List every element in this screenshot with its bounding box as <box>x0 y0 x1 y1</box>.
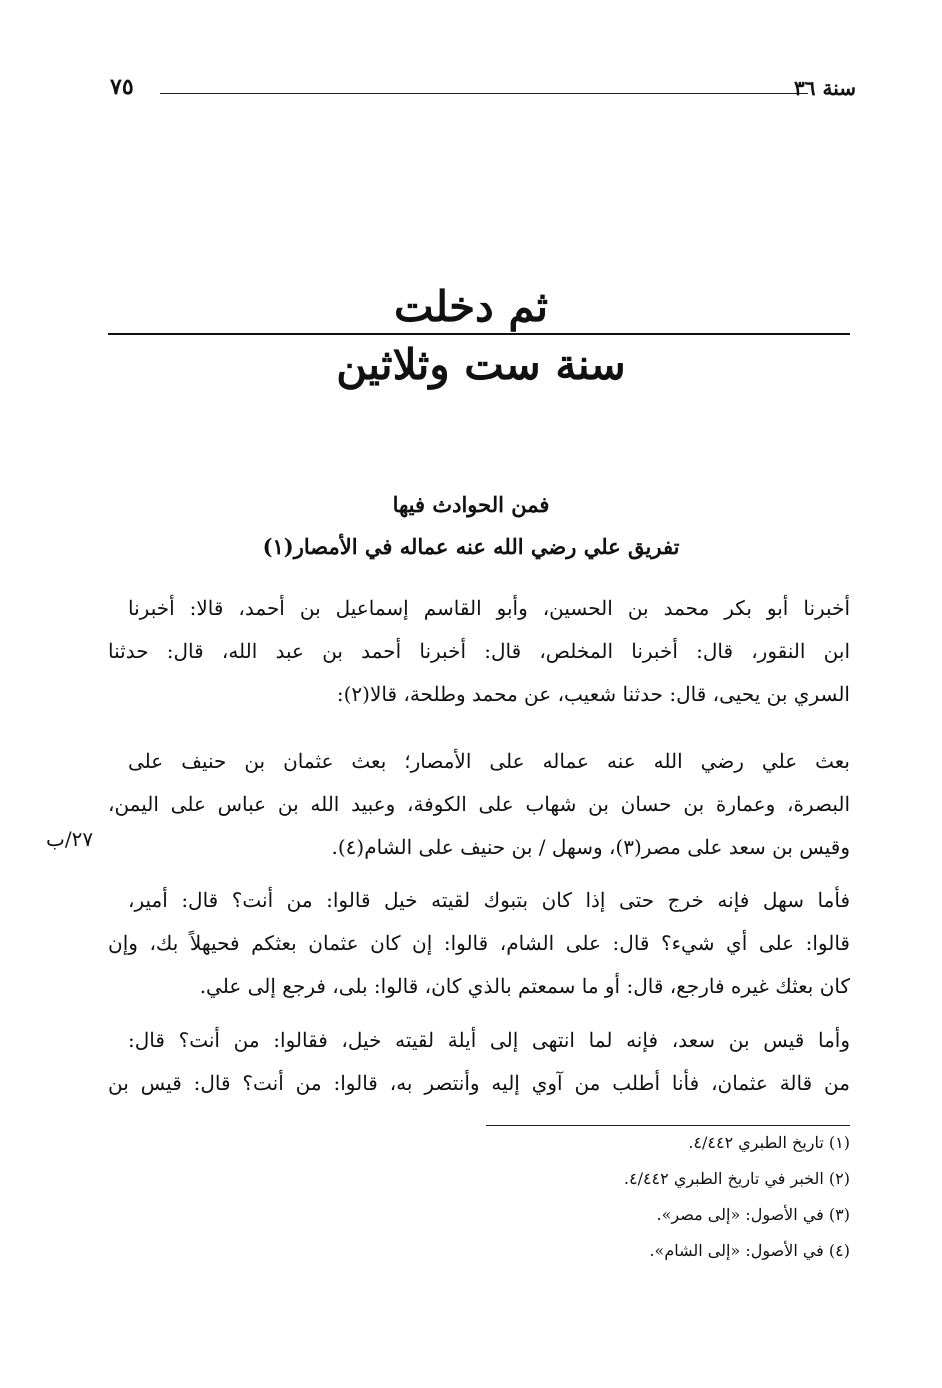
section-heading: فمن الحوادث فيها <box>392 492 550 517</box>
header-rule <box>160 93 808 94</box>
paragraph-1-line-3: السري بن يحيى، قال: حدثنا شعيب، عن محمد وطلحة، قالا(٢): <box>336 682 850 706</box>
footnote-2: (٢) الخبر في تاريخ الطبري ٤/٤٤٢. <box>623 1169 850 1188</box>
paragraph-1-line-1: أخبرنا أبو بكر محمد بن الحسين، وأبو القاسم إسماعيل بن أحمد، قالا: أخبرنا <box>128 596 850 620</box>
chapter-title-line2: سنة ست وثلاثين <box>336 340 626 389</box>
paragraph-2-line-3: وقيس بن سعد على مصر(٣)، وسهل / بن حنيف على الشام(٤). <box>331 835 850 859</box>
chapter-title-line1: ثم دخلت <box>393 282 549 331</box>
paragraph-3-line-3: كان بعثك غيره فارجع، قال: أو ما سمعتم بالذي كان، قالوا: بلى، فرجع إلى علي. <box>199 974 850 998</box>
running-title: سنة ٣٦ <box>794 76 856 100</box>
paragraph-1-line-2: ابن النقور، قال: أخبرنا المخلص، قال: أخبرنا أحمد بن عبد الله، قال: حدثنا <box>108 639 850 663</box>
paragraph-4-line-1: وأما قيس بن سعد، فإنه لما انتهى إلى أيلة لقيته خيل، فقالوا: من أنت؟ قال: <box>128 1028 850 1052</box>
footnote-3: (٣) في الأصول: «إلى مصر». <box>656 1205 850 1224</box>
page-number: ٧٥ <box>110 74 134 100</box>
footnote-4: (٤) في الأصول: «إلى الشام». <box>649 1241 850 1260</box>
paragraph-3-line-1: فأما سهل فإنه خرج حتى إذا كان بتبوك لقيته خيل قالوا: من أنت؟ قال: أمير، <box>128 888 850 912</box>
paragraph-4-line-2: من قالة عثمان، فأنا أطلب من آوي إليه وأنتصر به، قالوا: من أنت؟ قال: قيس بن <box>108 1071 850 1095</box>
paragraph-2-line-1: بعث علي رضي الله عنه عماله على الأمصار؛ بعث عثمان بن حنيف على <box>128 749 850 773</box>
footnote-1: (١) تاريخ الطبري ٤/٤٤٢. <box>688 1133 850 1152</box>
section-subheading: تفريق علي رضي الله عنه عماله في الأمصار(١) <box>262 534 680 559</box>
paragraph-3-line-2: قالوا: على أي شيء؟ قال: على الشام، قالوا: إن كان عثمان بعثكم فحيهلاً بك، وإن <box>108 931 850 955</box>
manuscript-folio-note: ٢٧/ب <box>46 827 94 851</box>
chapter-title-rule <box>108 333 850 335</box>
footnote-rule <box>486 1125 850 1126</box>
paragraph-2-line-2: البصرة، وعمارة بن حسان بن شهاب على الكوفة، وعبيد الله بن عباس على اليمن، <box>108 792 850 816</box>
